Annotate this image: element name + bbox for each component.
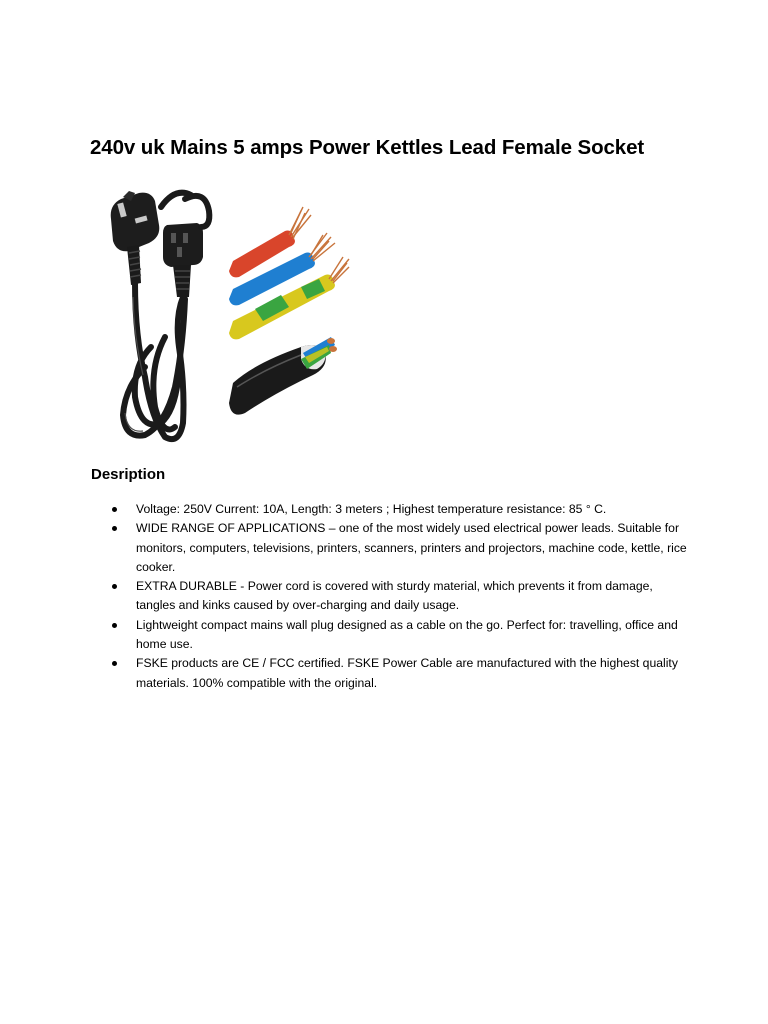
bullet-text: EXTRA DURABLE - Power cord is covered with sturdy material, which prevents it from damage, tangles and kinks caused by over-charging and daily usage.	[136, 579, 653, 613]
bullet-dot-icon	[112, 623, 117, 628]
bullet-text: Voltage: 250V Current: 10A, Length: 3 meters ; Highest temperature resistance: 85 ° C.	[136, 502, 607, 516]
bullet-dot-icon	[112, 661, 117, 666]
power-cord-image	[111, 191, 210, 439]
bullet-item	[108, 500, 688, 519]
bullet-item	[108, 616, 688, 655]
bullet-text: WIDE RANGE OF APPLICATIONS – one of the most widely used electrical power leads. Suitable for monitors, computers, televisions, printers, scanners, printers and projectors, machine code, kettle, rice cooker.	[136, 521, 687, 574]
description-bullet-list	[108, 500, 688, 693]
section-heading-description: Desription	[91, 466, 166, 483]
page-title: 240v uk Mains 5 amps Power Kettles Lead Female Socket	[90, 136, 645, 159]
bullet-item	[108, 519, 688, 577]
bullet-dot-icon	[112, 526, 117, 531]
product-image	[105, 187, 350, 445]
bullet-text: FSKE products are CE / FCC certified. FSKE Power Cable are manufactured with the highest quality materials. 100% compatible with the original.	[136, 656, 678, 690]
bullet-dot-icon	[112, 584, 117, 589]
wires-image	[229, 207, 349, 415]
bullet-text: Lightweight compact mains wall plug designed as a cable on the go. Perfect for: travelling, office and home use.	[136, 617, 678, 652]
bullet-dot-icon	[112, 507, 117, 512]
bullet-item	[108, 654, 688, 693]
bullet-item	[108, 577, 688, 616]
